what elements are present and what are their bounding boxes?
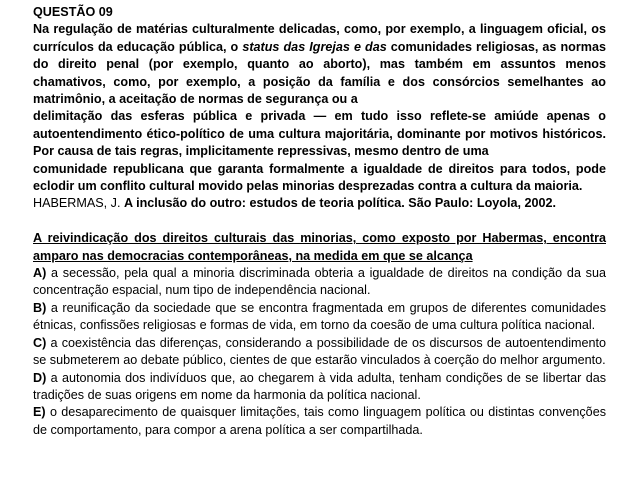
question-document xyxy=(33,4,606,439)
option-text: a secessão, pela qual a minoria discriminada obteria a igualdade de direitos na condição da sua concentração espacial, num tipo de independência nacional. xyxy=(33,266,606,298)
paragraph-1-end: comunidades religiosas, as normas do direito penal (por exemplo, quanto ao aborto), mas também em assuntos menos chamativos, como, por exemplo, a posição da família e dos consórcios semelhantes ao matrimônio, a aceitação de normas de segurança ou a xyxy=(33,39,606,107)
option-text: a autonomia dos indivíduos que, ao chegarem à vida adulta, tenham condições de se libertar das tradições de suas origens em nome da harmonia da política nacional. xyxy=(33,370,606,402)
option-d[interactable] xyxy=(33,370,606,405)
option-letter: D) xyxy=(33,370,47,385)
option-text: a coexistência das diferenças, considerando a possibilidade de os discursos de autoentendimento se submeterem ao debate público, cientes de que estarão vinculados à coerção do melhor argumento. xyxy=(33,335,606,368)
question-stem: A reivindicação dos direitos culturais das minorias, como exposto por Habermas, encontra amparo nas democracias contemporâneas, na medida em que se alcança xyxy=(33,231,606,263)
text-paragraph-2: delimitação das esferas pública e privada — em tudo isso reflete-se amiúde apenas o autoentendimento ético-político de uma cultura majoritária, dominante por motivos históricos. Por causa de tais regras, implicitamente repressivas, mesmo dentro de uma xyxy=(33,109,606,159)
reference-author: HABERMAS, J. xyxy=(33,196,124,211)
paragraph-1-italic: status das Igrejas e das xyxy=(242,39,387,54)
source-reference xyxy=(33,195,606,212)
option-b[interactable] xyxy=(33,300,606,335)
reference-title: A inclusão do outro: estudos de teoria política. São Paulo: Loyola, 2002. xyxy=(123,196,556,211)
option-e[interactable] xyxy=(33,404,606,439)
option-text: a reunificação da sociedade que se encontra fragmentada em grupos de diferentes comunidades étnicas, confissões religiosas e formas de vida, em torno da coesão de uma cultura política nacional. xyxy=(33,300,606,333)
text-paragraph-3: comunidade republicana que garanta formalmente a igualdade de direitos para todos, pode eclodir um conflito cultural movido pelas minorias desprezadas contra a cultura da maioria. xyxy=(33,161,606,194)
text-paragraph-1 xyxy=(33,21,606,108)
option-letter: B) xyxy=(33,300,47,315)
option-letter: E) xyxy=(33,405,46,420)
option-text: o desaparecimento de quaisquer limitações, tais como linguagem política ou distintas convenções de comportamento, para compor a arena política a ser compartilhada. xyxy=(33,405,606,437)
option-c[interactable] xyxy=(33,335,606,370)
option-letter: C) xyxy=(33,335,47,350)
question-title: QUESTÃO 09 xyxy=(33,5,113,19)
option-letter: A) xyxy=(33,266,47,281)
paragraph-1-start: Na regulação de matérias culturalmente delicadas, como, por exemplo, a linguagem oficial, os currículos da educação pública, o xyxy=(33,22,606,54)
option-a[interactable] xyxy=(33,265,606,300)
